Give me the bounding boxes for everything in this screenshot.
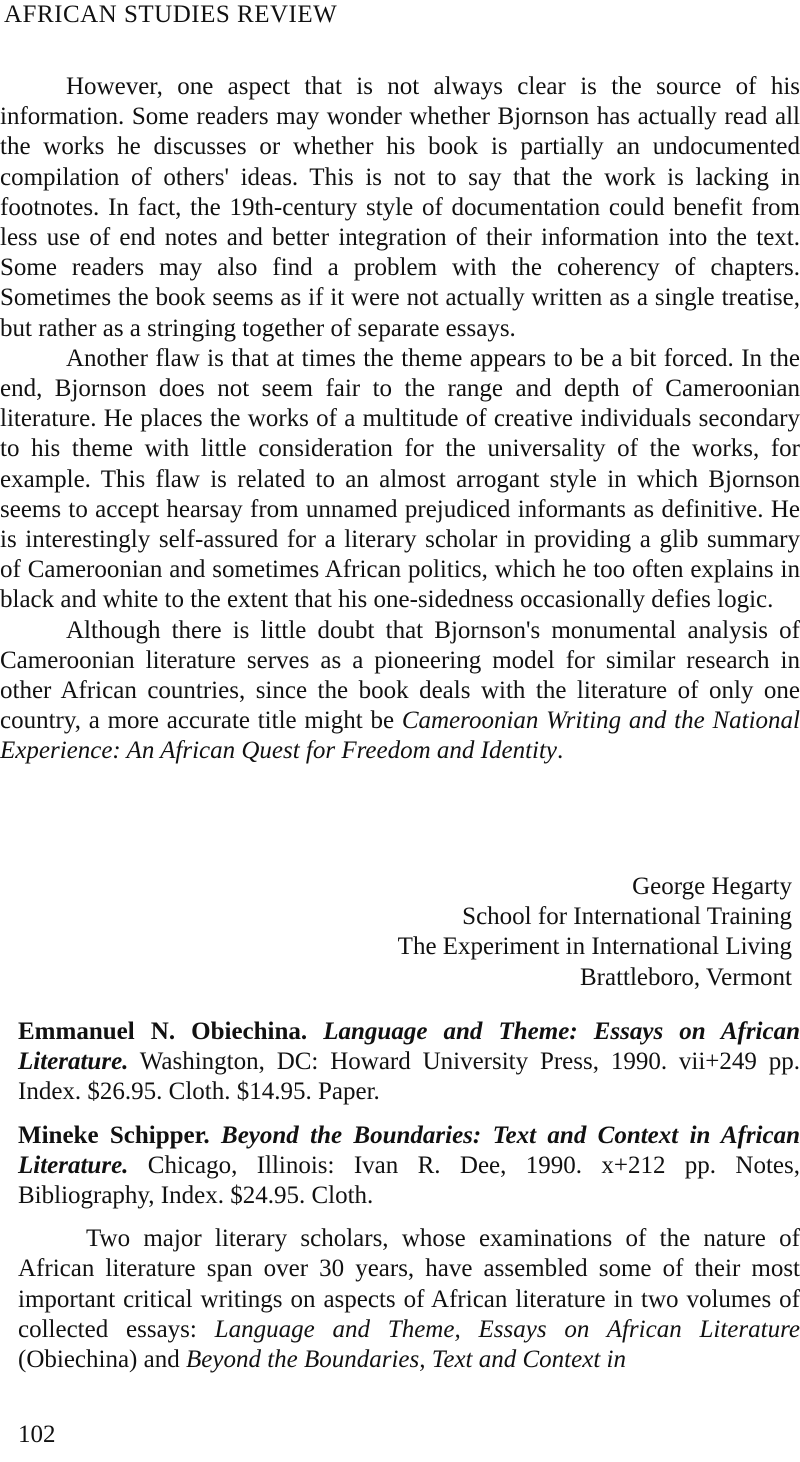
entry-author: Mineke Schipper.: [18, 1121, 210, 1149]
reviewer-affiliation-1: School for International Training: [462, 903, 792, 931]
review-2-text: Two major literary scholars, whose examinations of the nature of African literature span over 30 years, have assembled some of their most important critical writings on aspects of African literature in two volumes of collected essays:: [18, 1225, 800, 1343]
reviewer-location: Brattleboro, Vermont: [580, 963, 792, 991]
book-entry-schipper: [18, 1121, 800, 1212]
reviewer-name: George Hegarty: [632, 873, 792, 900]
page-number: 102: [18, 1421, 56, 1448]
reviewer-affiliation-2: The Experiment in International Living: [397, 933, 792, 961]
running-header: AFRICAN STUDIES REVIEW: [4, 1, 338, 28]
book-entries: [18, 1017, 800, 1375]
entry-details: Washington, DC: Howard University Press, 1990. vii+249 pp. Index. $26.95. Cloth. $14.95. Paper.: [18, 1048, 800, 1106]
reviewer-signature: [398, 872, 792, 993]
proposed-title: Cameroonian Writing and the National Experience: An African Quest for Freedom and Identity: [0, 707, 800, 765]
paragraph-3-text: Although there is little doubt that Bjornson's monumental analysis of Cameroonian literature serves as a pioneering model for similar research in other African countries, since the book deals with the literature of only one country, a more accurate title might be: [0, 616, 800, 735]
paragraph-1: However, one aspect that is not always clear is the source of his information. Some readers may wonder whether Bjornson has actually read all the works he discusses or whether his book is partially an undocumented compilation of others' ideas. This is not to say that the work is lacking in footnotes. In fact, the 19th-century style of documentation could benefit from less use of end notes and better integration of their information into the text. Some readers may also find a problem with the coherency of chapters. Sometimes the book seems as if it were not actually written as a single treatise, but rather as a stringing together of separate essays.: [0, 73, 800, 342]
review-2-title-1: Language and Theme, Essays on African Literature: [214, 1315, 800, 1343]
entry-title: Language and Theme: Essays on African Literature.: [18, 1018, 800, 1076]
paragraph-3: [0, 616, 800, 767]
paragraph-2: Another flaw is that at times the theme appears to be a bit forced. In the end, Bjornson does not seem fair to the range and depth of Cameroonian literature. He places the works of a multitude of creative individuals secondary to his theme with little consideration for the universality of the works, for example. This flaw is related to an almost arrogant style in which Bjornson seems to accept hearsay from unnamed prejudiced informants as definitive. He is interestingly self-assured for a literary scholar in providing a glib summary of Cameroonian and sometimes African politics, which he too often explains in black and white to the extent that his one-sidedness occasionally defies logic.: [0, 344, 800, 614]
review-body: [0, 72, 800, 767]
entry-title: Beyond the Boundaries: Text and Context in African Literature.: [18, 1121, 800, 1179]
entry-details: Chicago, Illinois: Ivan R. Dee, 1990. x+212 pp. Notes, Bibliography, Index. $24.95. Cloth.: [18, 1151, 800, 1210]
review-2-paragraph-1: [18, 1224, 800, 1375]
review-2-mid: (Obiechina) and: [18, 1346, 186, 1374]
paragraph-3-end: .: [557, 737, 564, 765]
review-2-title-2: Beyond the Boundaries, Text and Context in: [185, 1346, 626, 1374]
entry-author: Emmanuel N. Obiechina.: [18, 1018, 308, 1045]
book-entry-obiechina: [18, 1017, 800, 1108]
